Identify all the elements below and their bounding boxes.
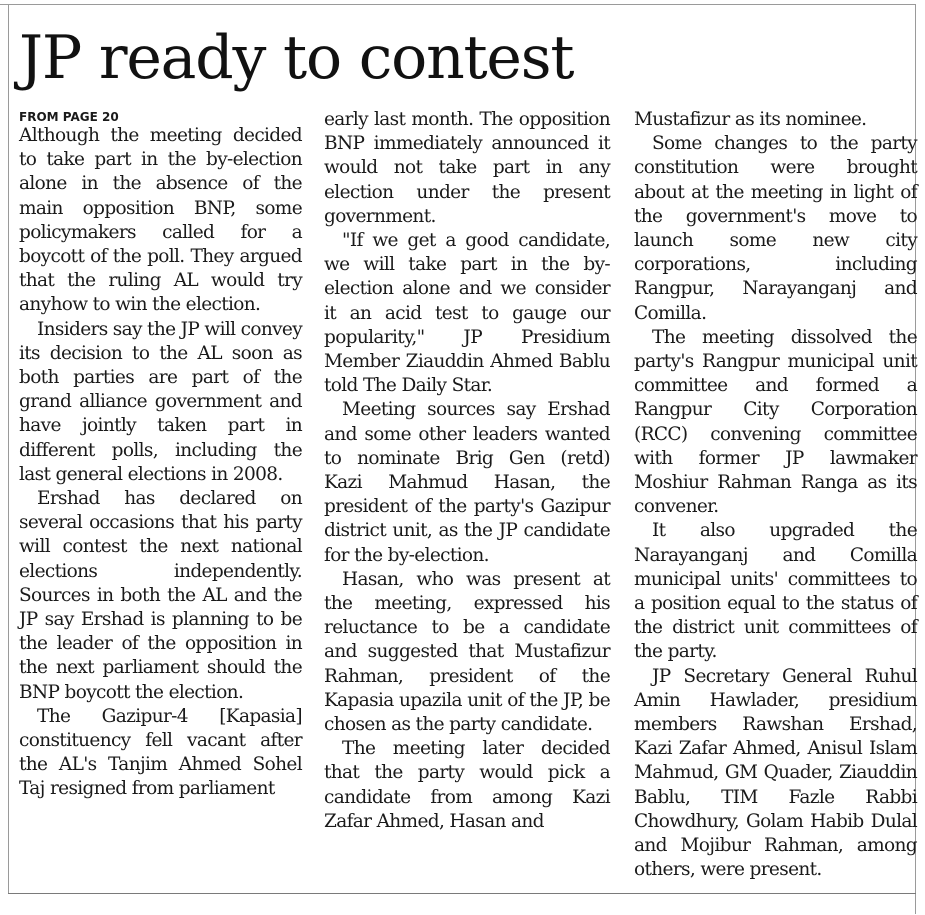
paragraph: Ershad has declared on several occasions that his party will contest the next national elections independently. Sources in both the AL and the JP say Ershad is planning to be the leader of the opposition in the next parliament should the BNP boycott the election. — [19, 488, 302, 703]
paragraph: The meeting dissolved the party's Rangpur municipal unit committee and formed a Rangpur City Corporation (RCC) convening committee with former JP lawmaker Moshiur Rahman Ranga as its convener. — [634, 326, 917, 518]
paragraph: The meeting later decided that the party would pick a candidate from among Kazi Zafar Ahmed, Hasan and — [324, 738, 610, 832]
paragraph: early last month. The opposition BNP immediately announced it would not take part in any election under the present government. — [324, 109, 610, 227]
paragraph: Mustafizur as its nominee. — [634, 109, 867, 130]
paragraph: Although the meeting decided to take part in the by-election alone in the absence of the main opposition BNP, some policymakers called for a boycott of the poll. They argued that the ruling AL would try anyhow to win the election. — [19, 125, 302, 316]
headline: JP ready to contest — [19, 23, 574, 93]
column-1 — [19, 110, 302, 802]
paragraph: Hasan, who was present at the meeting, expressed his reluctance to be a candidate and suggested that Mustafizur Rahman, president of the Kapasia upazila unit of the JP, be chosen as the party candidate. — [324, 568, 610, 736]
paragraph: "If we get a good candidate, we will take part in the by-election alone and we consider it an acid test to gauge our popularity," JP Presidium Member Ziauddin Ahmed Bablu told The Daily Star. — [324, 230, 610, 397]
paragraph: The Gazipur-4 [Kapasia] constituency fell vacant after the AL's Tanjim Ahmed Sohel Taj resigned from parliament — [19, 705, 302, 800]
paragraph: JP Secretary General Ruhul Amin Hawlader, presidium members Rawshan Ershad, Kazi Zafar Ahmed, Anisul Islam Mahmud, GM Quader, Ziauddin Bablu, TIM Fazle Rabbi Chowdhury, Golam Habib Dulal and Mojibur Rahman, among others, were present. — [634, 665, 917, 881]
bottom-rule — [8, 893, 916, 894]
left-rule — [8, 4, 9, 894]
column-3 — [634, 108, 917, 883]
paragraph: Meeting sources say Ershad and some other leaders wanted to nominate Brig Gen (retd) Kazi Mahmud Hasan, the president of the party's Gazipur district unit, as the JP candidate for the by-election. — [324, 399, 610, 566]
paragraph: It also upgraded the Narayanganj and Comilla municipal units' committees to a position equal to the status of the district unit committees of the party. — [634, 520, 917, 663]
paragraph: Some changes to the party constitution were brought about at the meeting in light of the government's move to launch some new city corporations, including Rangpur, Narayanganj and Comilla. — [634, 133, 917, 324]
top-rule — [0, 4, 916, 5]
kicker: FROM PAGE 20 — [19, 110, 119, 124]
paragraph: Insiders say the JP will convey its decision to the AL soon as both parties are part of the grand alliance government and have jointly taken part in different polls, including the last general elections in 2008. — [19, 318, 303, 485]
column-2 — [324, 108, 610, 834]
